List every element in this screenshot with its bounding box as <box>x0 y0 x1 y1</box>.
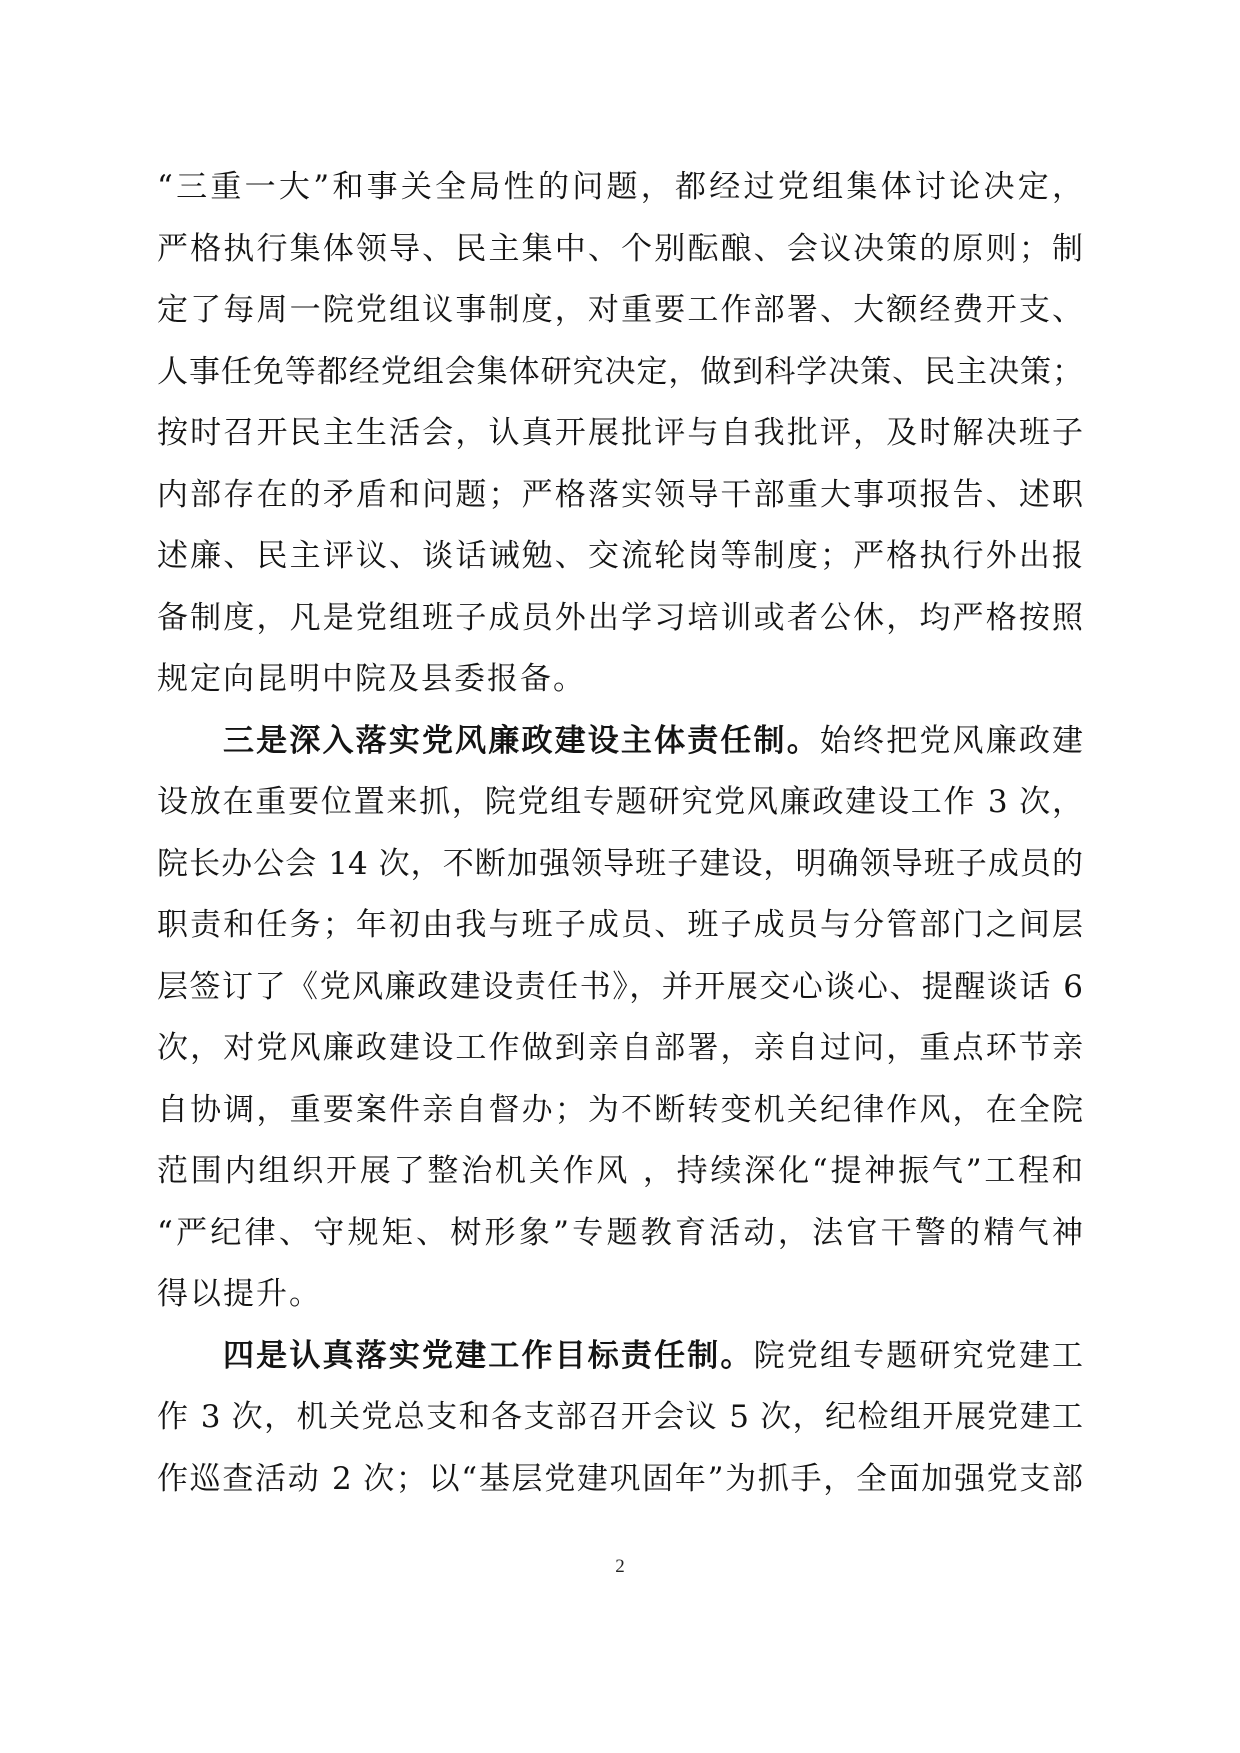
text-line: 定了每周一院党组议事制度，对重要工作部署、大额经费开支、 <box>157 292 1083 328</box>
text-line: 按时召开民主生活会，认真开展批评与自我批评，及时解决班子 <box>157 415 1083 451</box>
paragraph-heading: 三是深入落实党风廉政建设主体责任制。 <box>223 722 820 759</box>
text-line: 设放在重要位置来抓，院党组专题研究党风廉政建设工作 3 次， <box>157 784 1083 820</box>
document-body <box>157 157 1083 1510</box>
paragraph <box>157 157 1083 711</box>
paragraph <box>157 1326 1083 1511</box>
paragraph <box>157 711 1083 1326</box>
text-line: 院长办公会 14 次，不断加强领导班子建设，明确领导班子成员的 <box>157 845 1083 882</box>
text-run: 始终把党风廉政建 <box>819 722 1084 759</box>
text-line: 作 3 次，机关党总支和各支部召开会议 5 次，纪检组开展党建工 <box>157 1399 1083 1435</box>
text-line: 严格执行集体领导、民主集中、个别酝酿、会议决策的原则；制 <box>157 230 1083 267</box>
paragraph-heading: 四是认真落实党建工作目标责任制。 <box>223 1337 754 1374</box>
text-line <box>157 1326 1083 1388</box>
page-number: 2 <box>615 1556 625 1577</box>
text-line <box>157 711 1083 773</box>
text-line: 备制度，凡是党组班子成员外出学习培训或者公休，均严格按照 <box>157 599 1083 636</box>
text-line: 范围内组织开展了整治机关作风 ，持续深化“提神振气”工程和 <box>157 1153 1083 1189</box>
text-line: 规定向昆明中院及县委报备。 <box>157 661 586 697</box>
text-line: 作巡查活动 2 次；以“基层党建巩固年”为抓手，全面加强党支部 <box>157 1460 1083 1497</box>
text-line: 层签订了《党风廉政建设责任书》，并开展交心谈心、提醒谈话 6 <box>157 968 1083 1005</box>
text-line: 自协调，重要案件亲自督办；为不断转变机关纪律作风，在全院 <box>157 1091 1083 1128</box>
text-line: 内部存在的矛盾和问题；严格落实领导干部重大事项报告、述职 <box>157 476 1083 513</box>
text-line: 得以提升。 <box>157 1276 322 1312</box>
text-line: “三重一大”和事关全局性的问题，都经过党组集体讨论决定， <box>157 169 1083 205</box>
text-line: “严纪律、守规矩、树形象”专题教育活动，法官干警的精气神 <box>157 1214 1083 1251</box>
text-run: 院党组专题研究党建工 <box>753 1337 1084 1374</box>
text-line: 次，对党风廉政建设工作做到亲自部署，亲自过问，重点环节亲 <box>157 1030 1083 1066</box>
text-line: 职责和任务；年初由我与班子成员、班子成员与分管部门之间层 <box>157 907 1083 943</box>
text-line: 述廉、民主评议、谈话诫勉、交流轮岗等制度；严格执行外出报 <box>157 538 1083 574</box>
text-line: 人事任免等都经党组会集体研究决定，做到科学决策、民主决策； <box>157 353 1083 390</box>
